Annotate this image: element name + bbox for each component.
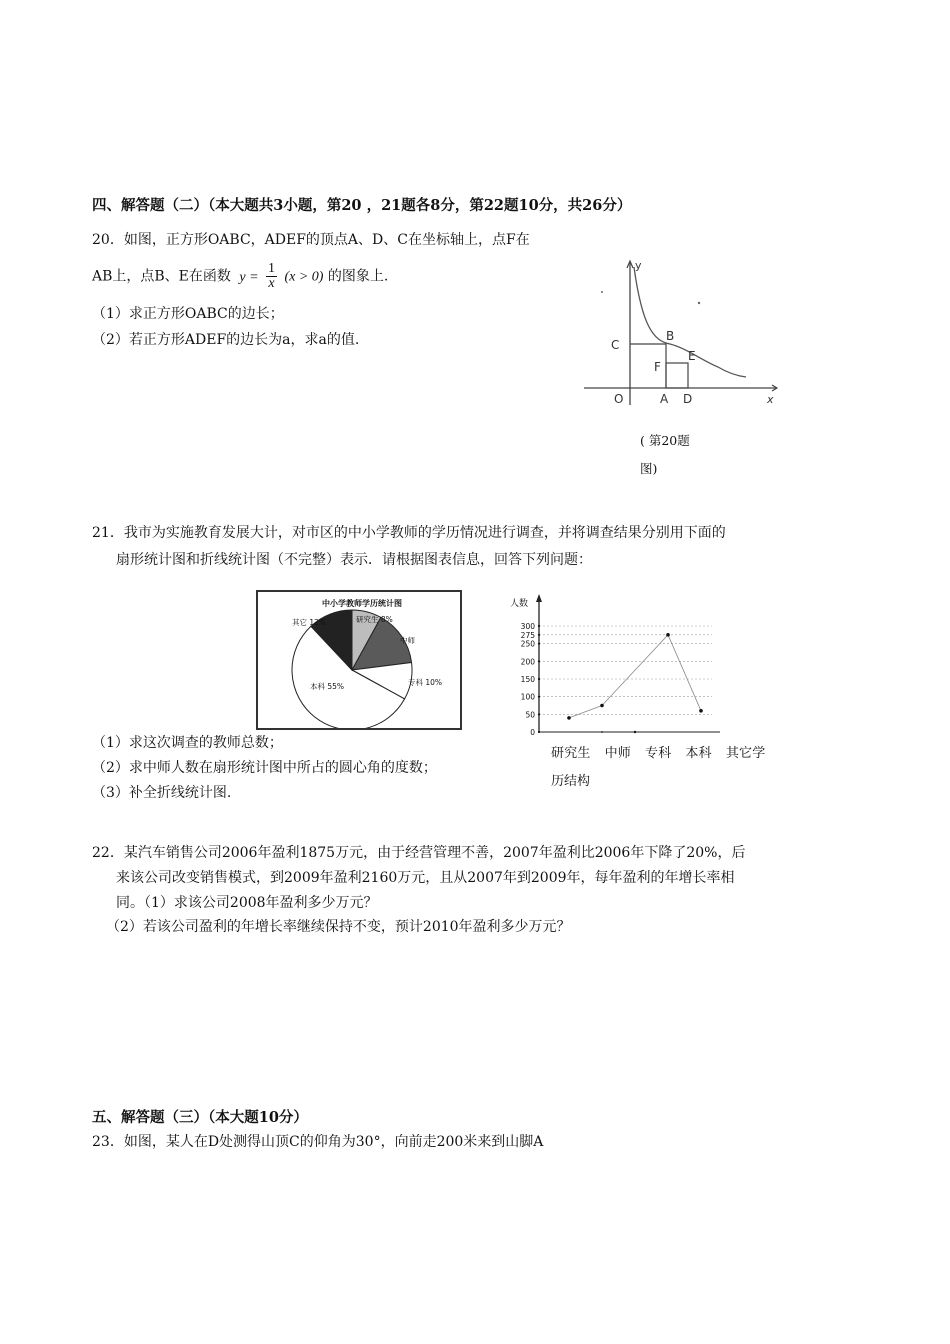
line-xtick: 研究生	[551, 746, 591, 761]
label-c: C	[611, 338, 620, 352]
pie-chart	[258, 592, 460, 728]
pie-label-zhongshi: 中师	[400, 636, 415, 645]
y-tick-label: 275	[520, 630, 535, 640]
q21-sub2: （2）求中师人数在扇形统计图中所占的圆心角的度数；	[92, 760, 437, 776]
y-tick-mark	[538, 678, 540, 680]
q20-fn-lhs: y =	[239, 269, 259, 285]
speck	[601, 291, 603, 293]
q22-line4: （2）若该公司盈利的年增长率继续保持不变，预计2010年盈利多少万元？	[106, 919, 571, 935]
line-grid	[539, 626, 712, 714]
q20-fn-den: x	[268, 276, 275, 291]
section-5-title: 五、解答题（三）（本大题10分）	[92, 1109, 308, 1126]
label-b: B	[666, 329, 675, 343]
y-tick-label: 150	[520, 675, 535, 684]
y-tick-mark	[538, 643, 540, 645]
line-xtick: 本科	[685, 746, 712, 761]
q20-line2	[92, 262, 388, 292]
q21-sub3: （3）补全折线统计图.	[92, 785, 232, 801]
data-point	[600, 704, 604, 708]
label-y: y	[635, 259, 642, 272]
pie-chart-frame	[256, 590, 462, 730]
q20-fraction	[266, 262, 277, 291]
q21-sub1: （1）求这次调查的教师总数；	[92, 735, 283, 751]
q21-line1: 21．我市为实施教育发展大计，对市区的中小学教师的学历情况进行调查，并将调查结果分别用下面的	[92, 525, 726, 541]
y-tick-label: 0	[530, 728, 535, 737]
label-d: D	[683, 392, 693, 406]
series-segment	[602, 635, 668, 706]
q22-line1: 22．某汽车销售公司2006年盈利1875万元，由于经营管理不善，2007年盈利比2006年下降了20%，后	[92, 845, 746, 861]
label-o: O	[614, 392, 624, 406]
pie-label-benke: 本科 55%	[310, 682, 345, 691]
q20-line2-post: 的图象上.	[327, 268, 389, 285]
q22-line2: 来该公司改变销售模式，到2009年盈利2160万元，且从2007年到2009年，每年盈利的年增长率相	[116, 870, 735, 886]
label-a: A	[660, 392, 669, 406]
label-e: E	[688, 349, 696, 363]
q22-line3: 同。（1）求该公司2008年盈利多少万元？	[116, 895, 378, 911]
pie-label-other: 其它 12%	[292, 618, 327, 627]
data-point-missing	[634, 731, 636, 733]
y-tick-mark	[538, 696, 540, 698]
y-tick-label: 100	[520, 692, 535, 702]
line-xtick: 其它学	[725, 746, 766, 761]
pie-label-research: 研究生 8%	[356, 615, 393, 624]
series-segment	[668, 635, 701, 711]
label-f: F	[654, 360, 661, 374]
pie-title: 中小学教师学历统计图	[322, 599, 402, 608]
q20-fn-cond: (x > 0)	[284, 269, 324, 285]
y-tick-label: 300	[520, 622, 535, 631]
square-adef	[666, 363, 688, 388]
q20-sub2: （2）若正方形ADEF的边长为a，求a的值.	[92, 332, 360, 348]
pie-slices	[292, 610, 412, 728]
y-tick-label: 200	[520, 657, 535, 667]
data-point	[567, 716, 571, 720]
y-tick-mark	[538, 660, 540, 662]
y-tick-mark	[538, 634, 540, 636]
q20-caption-2: 图)	[640, 461, 658, 476]
q20-line1: 20．如图，正方形OABC，ADEF的顶点A、D、C在坐标轴上，点F在	[92, 232, 530, 248]
line-xtick: 中师	[604, 746, 632, 761]
series-segment	[569, 706, 602, 718]
data-point	[666, 633, 670, 637]
q20-line2-pre: AB上，点B、E在函数	[92, 268, 231, 285]
data-point	[699, 709, 703, 713]
q20-caption-1: ( 第20题	[640, 433, 690, 448]
pie-label-zhuanke: 专科 10%	[408, 678, 443, 687]
section-4-title: 四、解答题（二）（本大题共3小题，第20 ，21题各8分，第22题10分，共26分）	[92, 197, 632, 214]
y-tick-mark	[538, 731, 540, 733]
speck	[698, 302, 700, 304]
y-tick-label: 250	[520, 639, 535, 649]
label-x: x	[767, 393, 774, 406]
q23-line1: 23．如图，某人在D处测得山顶C的仰角为30°，向前走200米来到山脚A	[92, 1134, 544, 1150]
q20-figure	[578, 255, 788, 415]
line-ylabel: 人数	[510, 599, 529, 609]
line-chart	[500, 590, 720, 740]
axis-tick	[601, 731, 603, 733]
line-xticks	[551, 744, 765, 764]
y-tick-label: 50	[525, 710, 535, 720]
line-xtick: 专科	[645, 746, 672, 761]
line-xlabel-suffix: 历结构	[551, 774, 591, 789]
q20-fn-num: 1	[267, 261, 275, 276]
q20-sub1: （1）求正方形OABC的边长；	[92, 306, 284, 322]
line-series	[567, 633, 703, 733]
q21-line2: 扇形统计图和折线统计图（不完整）表示．请根据图表信息，回答下列问题：	[116, 552, 592, 568]
y-tick-mark	[538, 625, 540, 627]
y-tick-mark	[538, 713, 540, 715]
line-yticks	[521, 622, 540, 737]
line-y-axis-arrow	[536, 594, 542, 602]
